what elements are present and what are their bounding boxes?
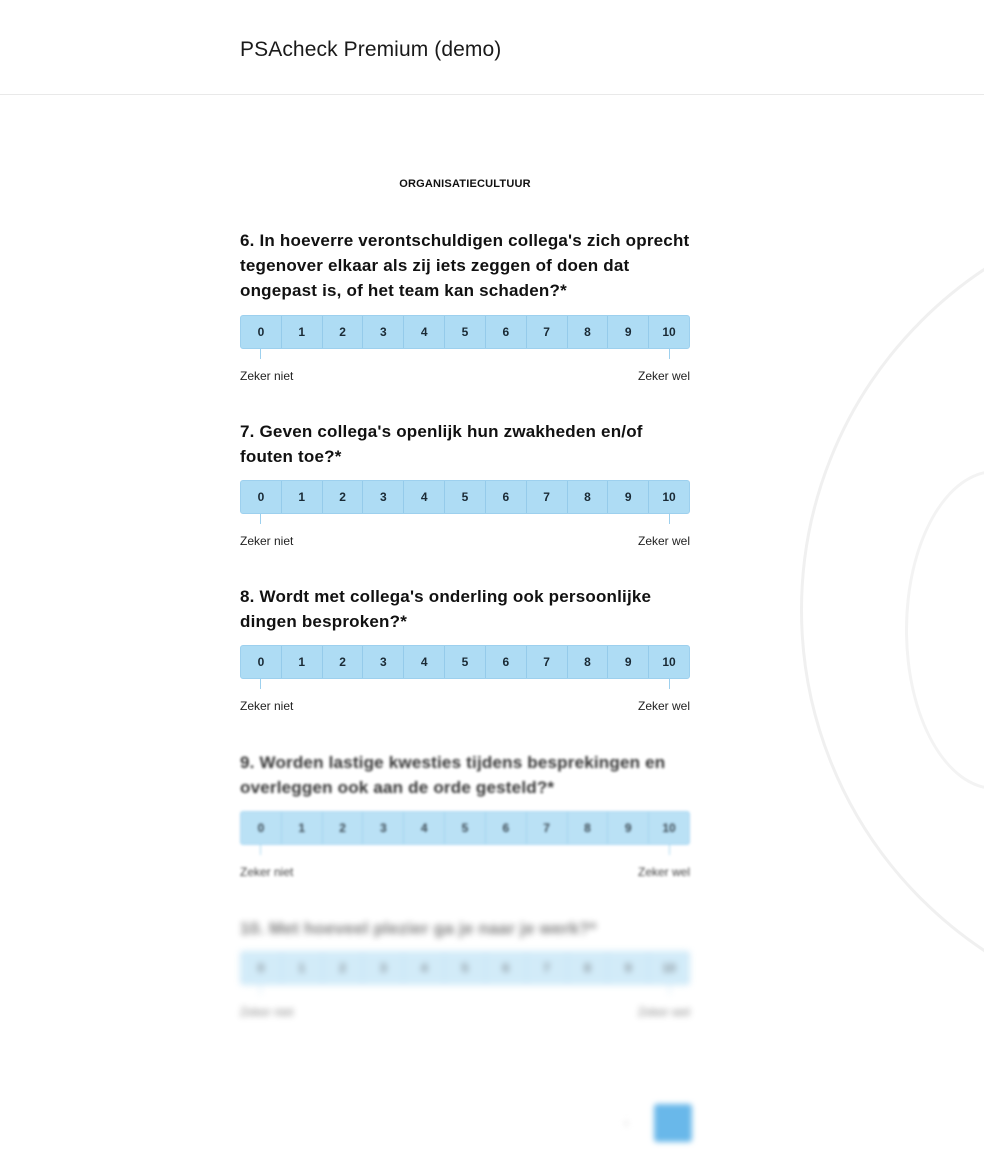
- rating-scale: [240, 645, 690, 679]
- scale-option-8[interactable]: 8: [568, 812, 609, 844]
- scale-option-1[interactable]: 1: [282, 646, 323, 678]
- scale-option-6[interactable]: 6: [486, 812, 527, 844]
- question-text: 8. Wordt met collega's onderling ook persoonlijke dingen besproken?*: [240, 587, 652, 631]
- scale-option-10[interactable]: 10: [662, 961, 676, 975]
- scale-option-10[interactable]: 10: [662, 490, 676, 504]
- scale-tick: [260, 349, 261, 359]
- scale-option-0[interactable]: 0: [241, 481, 282, 513]
- scale-option-9[interactable]: 9: [608, 952, 649, 984]
- scale-tick: [669, 845, 670, 855]
- scale-option-0[interactable]: 0: [241, 812, 282, 844]
- section-title: ORGANISATIECULTUUR: [399, 178, 531, 190]
- anchor-label-max: Zeker wel: [637, 369, 690, 383]
- scale-option-5[interactable]: 5: [445, 812, 486, 844]
- anchor-label-max: Zeker wel: [637, 1005, 690, 1019]
- scale-option-10[interactable]: 10: [662, 821, 676, 835]
- scale-option-2[interactable]: 2: [323, 316, 364, 348]
- scale-option-4[interactable]: 4: [404, 646, 445, 678]
- scale-option-3[interactable]: 3: [363, 481, 404, 513]
- anchor-label-min: Zeker niet: [240, 369, 294, 383]
- scale-option-2[interactable]: 2: [323, 646, 364, 678]
- anchor-label-max: Zeker wel: [637, 534, 690, 548]
- question-8: [240, 584, 690, 719]
- scale-option-7[interactable]: 7: [527, 646, 568, 678]
- scale-tick: [260, 514, 261, 524]
- scale-option-1[interactable]: 1: [282, 481, 323, 513]
- question-text: 10. Met hoeveel plezier ga je naar je werk?*: [240, 919, 597, 938]
- scale-option-5[interactable]: 5: [445, 646, 486, 678]
- rating-scale: [240, 811, 690, 845]
- scale-option-6[interactable]: 6: [486, 952, 527, 984]
- question-6: [240, 228, 690, 389]
- chevron-left-icon[interactable]: ‹: [624, 1114, 629, 1130]
- scale-anchors: [240, 699, 690, 719]
- scale-option-10[interactable]: 10: [662, 325, 676, 339]
- scale-tick: [669, 679, 670, 689]
- page-header: [0, 0, 984, 95]
- scale-option-0[interactable]: 0: [241, 646, 282, 678]
- scale-tick: [669, 349, 670, 359]
- scale-option-7[interactable]: 7: [527, 952, 568, 984]
- scale-option-5[interactable]: 5: [445, 952, 486, 984]
- anchor-label-max: Zeker wel: [637, 865, 690, 879]
- scale-option-4[interactable]: 4: [404, 481, 445, 513]
- question-text: 7. Geven collega's openlijk hun zwakheden en/of fouten toe?*: [240, 422, 643, 466]
- scale-option-3[interactable]: 3: [363, 646, 404, 678]
- scale-option-9[interactable]: 9: [608, 646, 649, 678]
- scale-tick: [669, 985, 670, 995]
- pagination-nav: [620, 1100, 700, 1150]
- scale-option-0[interactable]: 0: [241, 952, 282, 984]
- rating-scale: [240, 315, 690, 349]
- question-9: [240, 750, 690, 885]
- scale-anchors: [240, 865, 690, 885]
- scale-option-8[interactable]: 8: [568, 316, 609, 348]
- scale-option-6[interactable]: 6: [486, 316, 527, 348]
- next-page-button[interactable]: [654, 1104, 692, 1142]
- question-text: 6. In hoeverre verontschuldigen collega's zich oprecht tegenover elkaar als zij iets zeggen of doen dat ongepast is, of het team kan schaden?*: [240, 231, 690, 300]
- scale-option-8[interactable]: 8: [568, 952, 609, 984]
- scale-option-1[interactable]: 1: [282, 316, 323, 348]
- question-text: 9. Worden lastige kwesties tijdens besprekingen en overleggen ook aan de orde gesteld?*: [240, 753, 666, 797]
- scale-option-3[interactable]: 3: [363, 316, 404, 348]
- question-10: [240, 916, 690, 1025]
- rating-scale: [240, 951, 690, 985]
- app-title: PSAcheck Premium (demo): [240, 38, 502, 61]
- scale-option-1[interactable]: 1: [282, 952, 323, 984]
- scale-option-4[interactable]: 4: [404, 952, 445, 984]
- scale-option-6[interactable]: 6: [486, 481, 527, 513]
- anchor-label-min: Zeker niet: [240, 699, 294, 713]
- scale-option-8[interactable]: 8: [568, 481, 609, 513]
- scale-option-3[interactable]: 3: [363, 812, 404, 844]
- scale-tick: [260, 845, 261, 855]
- scale-option-9[interactable]: 9: [608, 316, 649, 348]
- scale-option-0[interactable]: 0: [241, 316, 282, 348]
- scale-option-2[interactable]: 2: [323, 481, 364, 513]
- scale-anchors: [240, 534, 690, 554]
- scale-option-4[interactable]: 4: [404, 316, 445, 348]
- scale-option-9[interactable]: 9: [608, 481, 649, 513]
- anchor-label-min: Zeker niet: [240, 865, 294, 879]
- anchor-label-max: Zeker wel: [637, 699, 690, 713]
- anchor-label-min: Zeker niet: [240, 534, 294, 548]
- scale-tick: [260, 985, 261, 995]
- scale-option-7[interactable]: 7: [527, 481, 568, 513]
- scale-option-8[interactable]: 8: [568, 646, 609, 678]
- scale-tick: [669, 514, 670, 524]
- scale-option-1[interactable]: 1: [282, 812, 323, 844]
- scale-option-9[interactable]: 9: [608, 812, 649, 844]
- scale-option-7[interactable]: 7: [527, 316, 568, 348]
- anchor-label-min: Zeker niet: [240, 1005, 294, 1019]
- scale-tick: [260, 679, 261, 689]
- scale-option-5[interactable]: 5: [445, 481, 486, 513]
- scale-option-7[interactable]: 7: [527, 812, 568, 844]
- scale-option-4[interactable]: 4: [404, 812, 445, 844]
- scale-option-2[interactable]: 2: [323, 952, 364, 984]
- scale-option-3[interactable]: 3: [363, 952, 404, 984]
- scale-anchors: [240, 369, 690, 389]
- scale-option-2[interactable]: 2: [323, 812, 364, 844]
- question-7: [240, 419, 690, 554]
- rating-scale: [240, 480, 690, 514]
- scale-anchors: [240, 1005, 690, 1025]
- scale-option-10[interactable]: 10: [662, 655, 676, 669]
- scale-option-5[interactable]: 5: [445, 316, 486, 348]
- scale-option-6[interactable]: 6: [486, 646, 527, 678]
